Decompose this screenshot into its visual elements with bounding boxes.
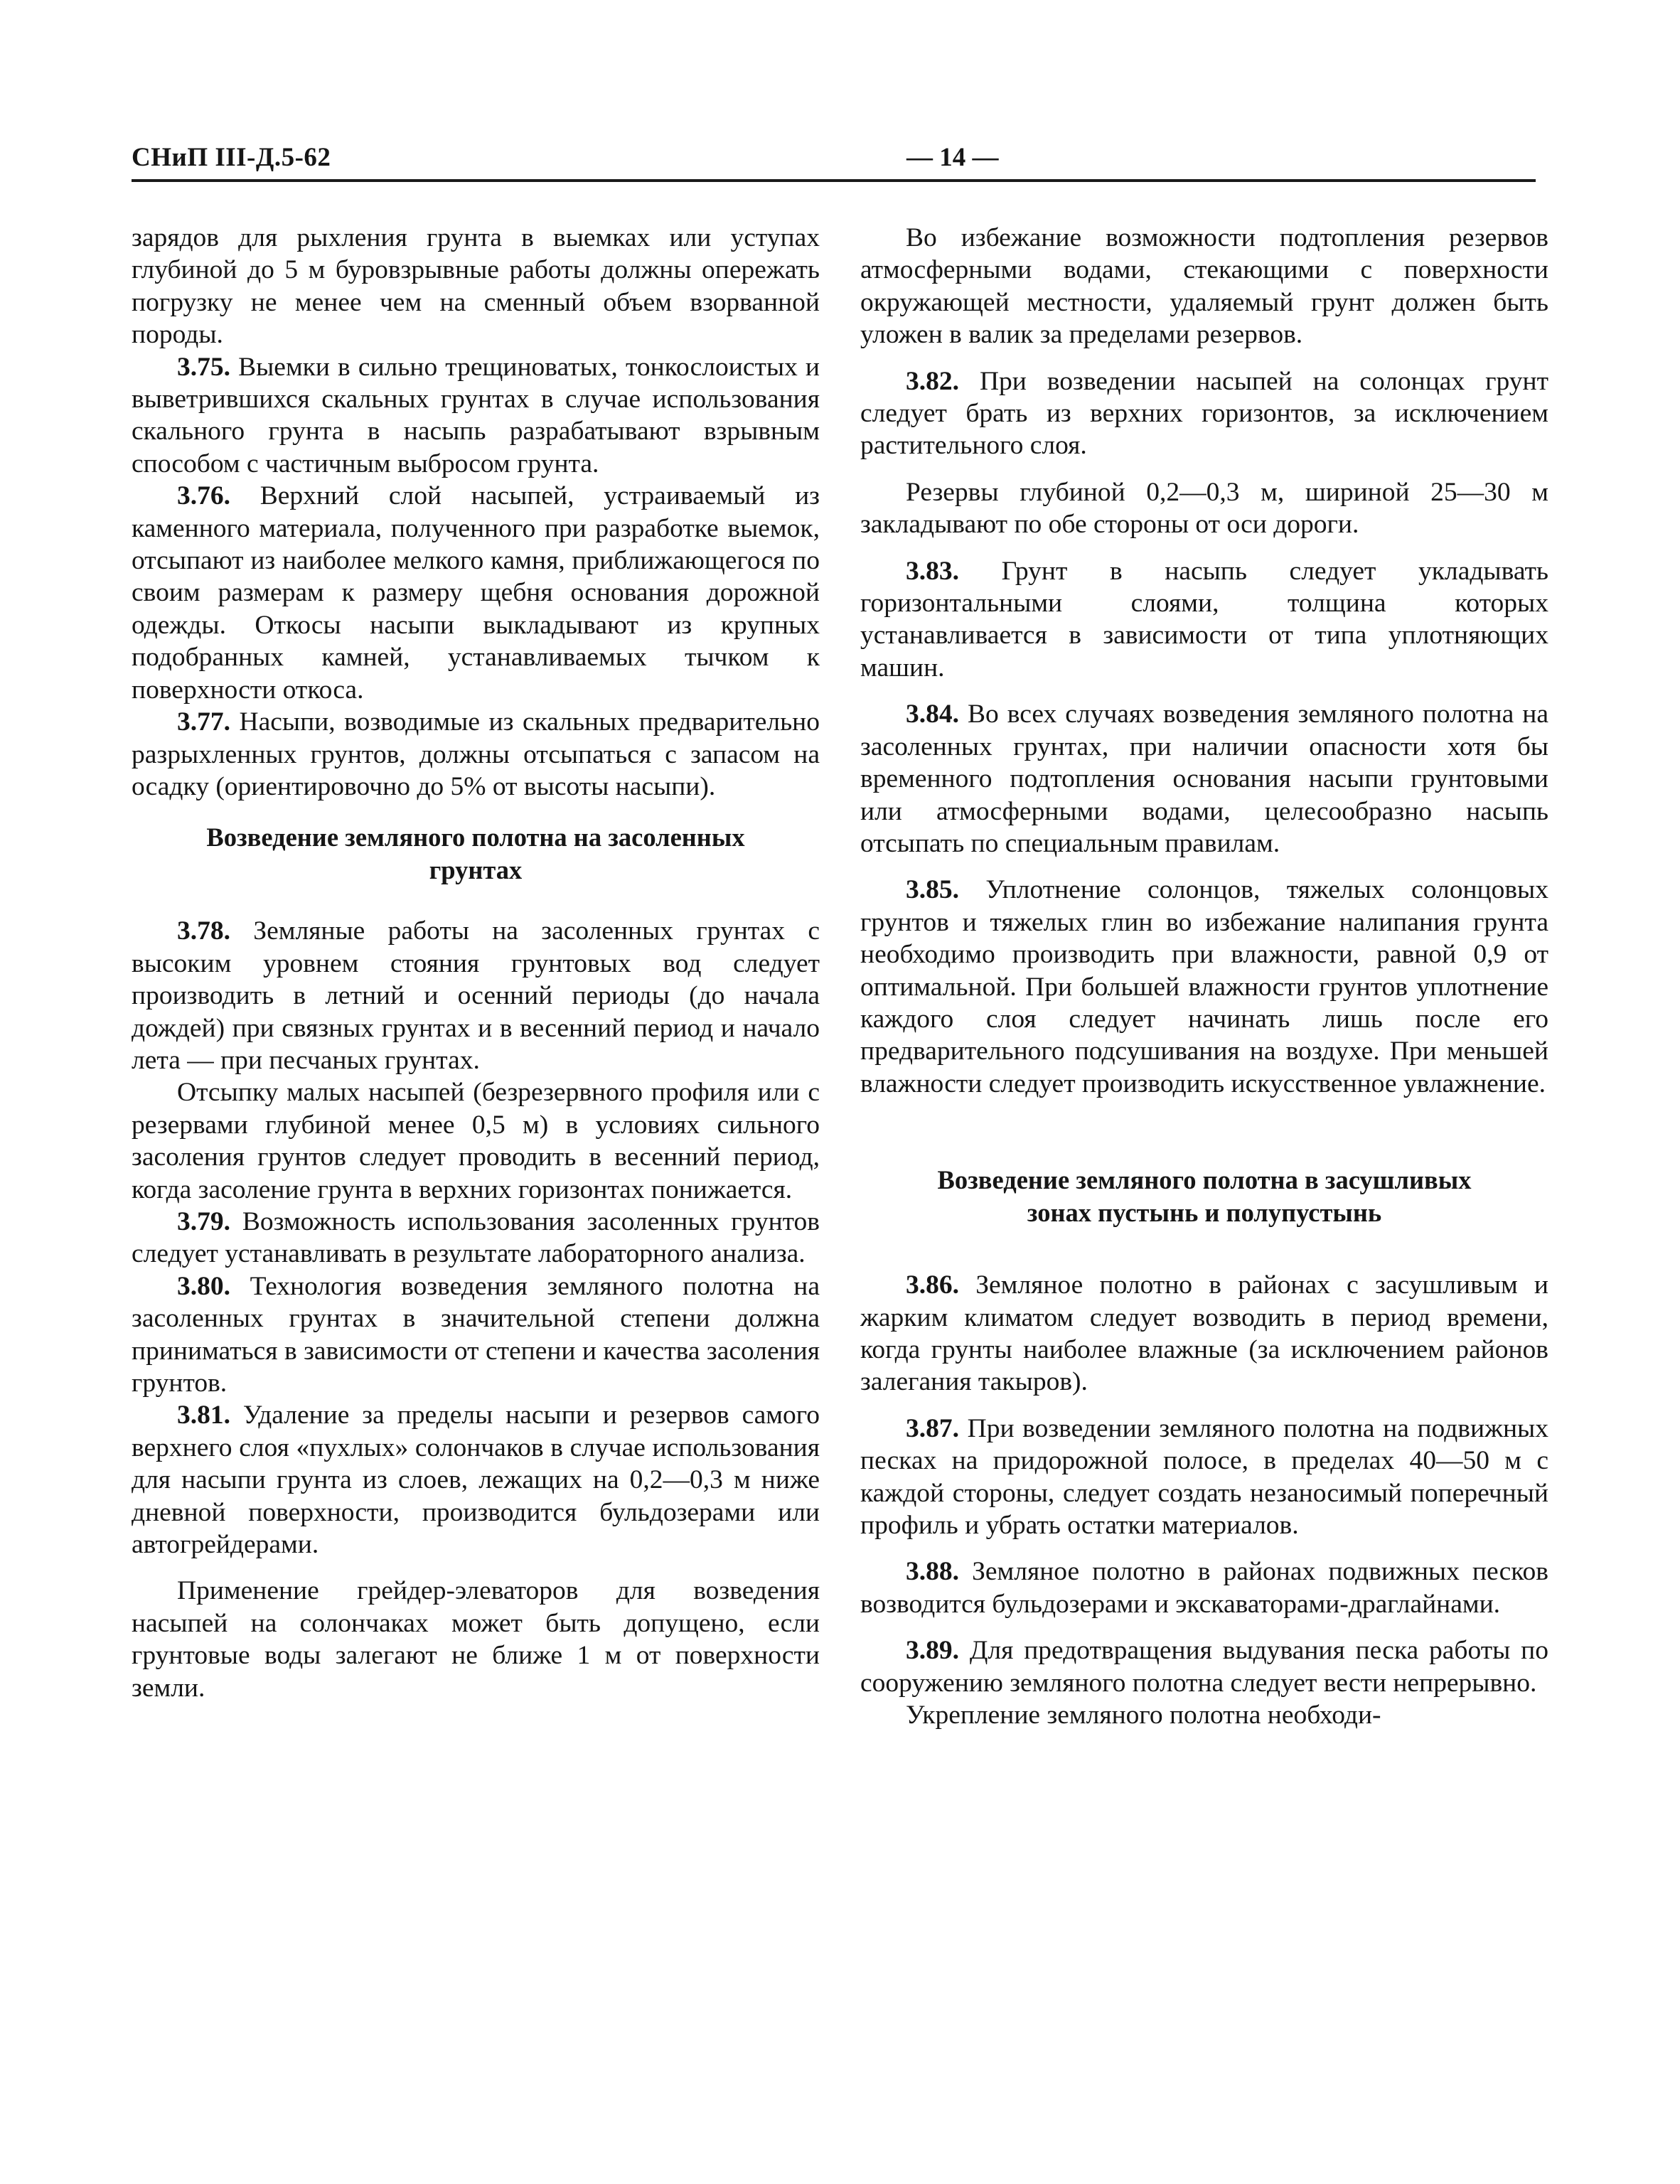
paragraph: Во избежание возможности подтопления резервов атмосферными водами, стекающими с поверхности окружающей местности, удаляемый грунт должен быть уложен в валик за пределами резервов.	[860, 223, 1548, 350]
clause-3-76	[132, 480, 820, 706]
clause-text: Грунт в насыпь следует укладывать горизонтальными слоями, толщина которых устанавливается в зависимости от типа уплотняющих машин.	[860, 556, 1548, 682]
section-heading-saline-soils	[132, 821, 820, 887]
clause-number: 3.80.	[177, 1271, 230, 1301]
clause-number: 3.82.	[906, 366, 959, 396]
paragraph: Резервы глубиной 0,2—0,3 м, шириной 25—30 м закладывают по обе стороны от оси дороги.	[860, 477, 1548, 540]
clause-3-88	[860, 1556, 1548, 1620]
clause-3-81	[132, 1399, 820, 1561]
clause-number: 3.84.	[906, 700, 959, 729]
clause-number: 3.77.	[177, 707, 230, 737]
clause-text: При возведении земляного полотна на подвижных песках на придорожной полосе, в пределах 40—50 м с каждой стороны, следует создать незаносимый поперечный профиль и убрать остатки материалов.	[860, 1413, 1548, 1540]
clause-3-89	[860, 1634, 1548, 1699]
heading-line: зонах пустынь и полупустынь	[1027, 1198, 1382, 1228]
clause-3-83	[860, 555, 1548, 685]
clause-3-77	[132, 706, 820, 803]
clause-number: 3.87.	[906, 1413, 959, 1443]
clause-3-78	[132, 915, 820, 1076]
clause-number: 3.81.	[177, 1401, 230, 1430]
clause-number: 3.85.	[906, 875, 959, 905]
heading-line: Возведение земляного полотна в засушливых	[937, 1165, 1472, 1195]
clause-3-75	[132, 351, 820, 481]
clause-text: Выемки в сильно трещиноватых, тонкослоистых и выветрившихся скальных грунтах в случае использования скального грунта в насыпь разрабатывают взрывным способом с частичным выбросом грунта.	[132, 352, 820, 478]
clause-text: Удаление за пределы насыпи и резервов самого верхнего слоя «пухлых» солончаков в случае использования для насыпи грунта из слоев, лежащих на 0,2—0,3 м ниже дневной поверхности, производится бульдозерами или автогрейдерами.	[132, 1401, 820, 1560]
paragraph-continuation: зарядов для рыхления грунта в выемках или уступах глубиной до 5 м буровзрывные работы должны опережать погрузку не менее чем на сменный объем взорванной породы.	[132, 223, 820, 350]
clause-3-82	[860, 365, 1548, 462]
clause-text: Верхний слой насыпей, устраиваемый из каменного материала, полученного при разработке выемок, отсыпают из наиболее мелкого камня, приближающегося по своим размерам к размеру щебня основания дорожной одежды. Откосы насыпи выкладывают из крупных подобранных камней, устанавливаемых тычком к поверхности откоса.	[132, 481, 820, 705]
clause-text: Насыпи, возводимые из скальных предварительно разрыхленных грунтов, должны отсыпаться с запасом на осадку (ориентировочно до 5% от высоты насыпи).	[132, 707, 820, 801]
clause-number: 3.83.	[906, 556, 959, 586]
section-heading-arid-zones	[860, 1164, 1548, 1229]
heading-line: грунтах	[429, 855, 523, 885]
paragraph: Применение грейдер-элеваторов для возведения насыпей на солончаках может быть допущено, если грунтовые воды залегают не ближе 1 м от поверхности земли.	[132, 1576, 820, 1703]
clause-number: 3.86.	[906, 1270, 959, 1300]
clause-number: 3.88.	[906, 1557, 959, 1587]
clause-text: Возможность использования засоленных грунтов следует устанавливать в результате лабораторного анализа.	[132, 1206, 820, 1269]
clause-number: 3.79.	[177, 1206, 230, 1236]
paragraph: Отсыпку малых насыпей (безрезервного профиля или с резервами глубиной менее 0,5 м) в условиях сильного засоления грунтов следует проводить в весенний период, когда засоление грунта в верхних горизонтах понижается.	[132, 1078, 820, 1204]
right-column	[860, 222, 1548, 1731]
header-rule	[132, 179, 1536, 182]
clause-3-86	[860, 1269, 1548, 1398]
paragraph-truncated: Укрепление земляного полотна необходи-	[906, 1701, 1381, 1730]
clause-text: При возведении насыпей на солонцах грунт следует брать из верхних горизонтов, за исключением растительного слоя.	[860, 366, 1548, 461]
clause-number: 3.78.	[177, 916, 230, 946]
clause-text: Технология возведения земляного полотна на засоленных грунтах в значительной степени должна приниматься в зависимости от степени и качества засоления грунтов.	[132, 1271, 820, 1398]
clause-number: 3.89.	[906, 1636, 959, 1666]
left-column	[132, 222, 820, 1704]
page-header	[132, 142, 1536, 178]
clause-text: Для предотвращения выдувания песка работы по сооружению земляного полотна следует вести непрерывно.	[860, 1636, 1548, 1698]
document-code: СНиП III-Д.5-62	[132, 143, 331, 172]
clause-text: Земляное полотно в районах подвижных песков возводится бульдозерами и экскаваторами-драглайнами.	[860, 1557, 1548, 1619]
clause-3-84	[860, 698, 1548, 860]
clause-text: Земляные работы на засоленных грунтах с высоким уровнем стояния грунтовых вод следует производить в летний и осенний периоды (до начала дождей) при связных грунтах и в весенний период и начало лета — при песчаных грунтах.	[132, 916, 820, 1075]
clause-3-79	[132, 1206, 820, 1270]
clause-3-85	[860, 874, 1548, 1100]
clause-number: 3.75.	[177, 352, 230, 382]
clause-3-80	[132, 1270, 820, 1400]
clause-text: Во всех случаях возведения земляного полотна на засоленных грунтах, при наличии опасности хотя бы временного подтопления основания насыпи грунтовыми или атмосферными водами, целесообразно насыпь отсыпать по специальным правилам.	[860, 700, 1548, 858]
clause-3-87	[860, 1413, 1548, 1542]
clause-text: Уплотнение солонцов, тяжелых солонцовых грунтов и тяжелых глин во избежание налипания грунта необходимо производить при влажности, равной 0,9 от оптимальной. При большей влажности грунтов уплотнение каждого слоя следует начинать лишь после его предварительного подсушивания на воздухе. При меньшей влажности следует производить искусственное увлажнение.	[860, 875, 1548, 1098]
clause-text: Земляное полотно в районах с засушливым и жарким климатом следует возводить в период времени, когда грунты наиболее влажные (за исключением районов залегания такыров).	[860, 1270, 1548, 1397]
heading-line: Возведение земляного полотна на засоленных	[206, 823, 745, 852]
clause-number: 3.76.	[177, 481, 230, 511]
page-number: — 14 —	[906, 143, 999, 172]
